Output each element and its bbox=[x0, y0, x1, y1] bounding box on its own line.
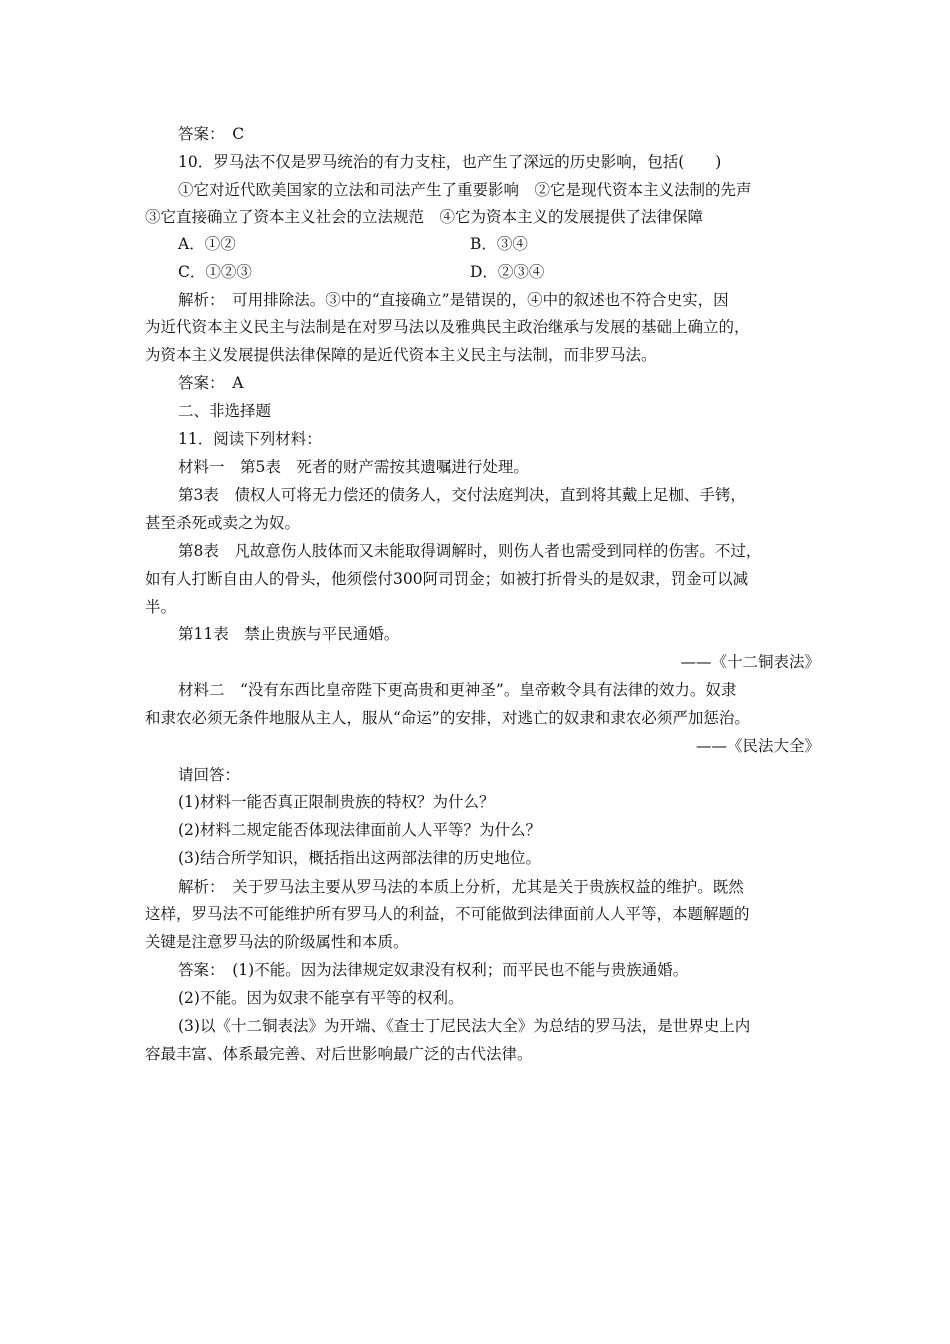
previous-answer: 答案： C bbox=[178, 125, 245, 143]
material-1-table-8-line-3: 半。 bbox=[145, 598, 177, 616]
question-11-explanation-line-1: 解析： 关于罗马法主要从罗马法的本质上分析，尤其是关于贵族权益的维护。既然 bbox=[178, 878, 744, 896]
question-11-answer-3-line-2: 容最丰富、体系最完善、对后世影响最广泛的古代法律。 bbox=[145, 1045, 533, 1063]
question-10-explanation-line-3: 为资本主义发展提供法律保障的是近代资本主义民主与法制，而非罗马法。 bbox=[145, 346, 657, 364]
material-1-table-11: 第11表 禁止贵族与平民通婚。 bbox=[178, 625, 400, 643]
option-b: B．③④ bbox=[470, 235, 528, 253]
question-10-statement-3-4: ③它直接确立了资本主义社会的立法规范 ④它为资本主义的发展提供了法律保障 bbox=[145, 208, 704, 226]
sub-question-1: (1)材料一能否真正限制贵族的特权？为什么？ bbox=[178, 793, 495, 811]
question-10-answer: 答案： A bbox=[178, 374, 244, 392]
material-2-line-2: 和隶农必须无条件地服从主人，服从“命运”的安排，对逃亡的奴隶和隶农必须严加惩治。 bbox=[145, 709, 750, 727]
question-11-explanation-line-2: 这样，罗马法不可能维护所有罗马人的利益，不可能做到法律面前人人平等，本题解题的 bbox=[145, 905, 750, 923]
option-d: D．②③④ bbox=[470, 263, 545, 281]
material-1-table-8-line-1: 第8表 凡故意伤人肢体而又未能取得调解时，则伤人者也需受到同样的伤害。不过， bbox=[178, 542, 762, 560]
option-a: A．①② bbox=[178, 235, 236, 253]
material-1-table-8-line-2: 如有人打断自由人的骨头，他须偿付300阿司罚金；如被打折骨头的是奴隶，罚金可以减 bbox=[145, 570, 749, 588]
please-answer-label: 请回答： bbox=[178, 766, 241, 784]
section-heading: 二、非选择题 bbox=[178, 402, 272, 420]
material-2-line-1: 材料二 “没有东西比皇帝陛下更高贵和更神圣”。皇帝敕令具有法律的效力。奴隶 bbox=[178, 681, 737, 699]
question-11-explanation-line-3: 关键是注意罗马法的阶级属性和本质。 bbox=[145, 933, 409, 951]
question-11-answer-3-line-1: (3)以《十二铜表法》为开端、《查士丁尼民法大全》为总结的罗马法，是世界史上内 bbox=[178, 1017, 751, 1035]
material-1-table-3-line-2: 甚至杀死或卖之为奴。 bbox=[145, 514, 301, 532]
material-2-source: ——《民法大全》 bbox=[695, 737, 820, 755]
option-c: C．①②③ bbox=[178, 263, 252, 281]
question-10-explanation-line-1: 解析： 可用排除法。③中的“直接确立”是错误的，④中的叙述也不符合史实，因 bbox=[178, 291, 729, 309]
material-1-table-3-line-1: 第3表 债权人可将无力偿还的债务人，交付法庭判决，直到将其戴上足枷、手铐， bbox=[178, 486, 746, 504]
question-11-answer-1: 答案： (1)不能。因为法律规定奴隶没有权利；而平民也不能与贵族通婚。 bbox=[178, 961, 689, 979]
question-10-stem: 10．罗马法不仅是罗马统治的有力支柱，也产生了深远的历史影响，包括( ) bbox=[178, 153, 722, 171]
question-10-statement-1-2: ①它对近代欧美国家的立法和司法产生了重要影响 ②它是现代资本主义法制的先声 bbox=[178, 181, 752, 199]
material-1-table-5: 材料一 第5表 死者的财产需按其遗嘱进行处理。 bbox=[178, 458, 529, 476]
material-1-source: ——《十二铜表法》 bbox=[680, 653, 820, 671]
question-11-stem: 11．阅读下列材料： bbox=[178, 430, 322, 448]
sub-question-3: (3)结合所学知识，概括指出这两部法律的历史地位。 bbox=[178, 849, 541, 867]
question-10-explanation-line-2: 为近代资本主义民主与法制是在对罗马法以及雅典民主政治继承与发展的基础上确立的， bbox=[145, 318, 750, 336]
sub-question-2: (2)材料二规定能否体现法律面前人人平等？为什么？ bbox=[178, 821, 541, 839]
question-11-answer-2: (2)不能。因为奴隶不能享有平等的权利。 bbox=[178, 989, 464, 1007]
